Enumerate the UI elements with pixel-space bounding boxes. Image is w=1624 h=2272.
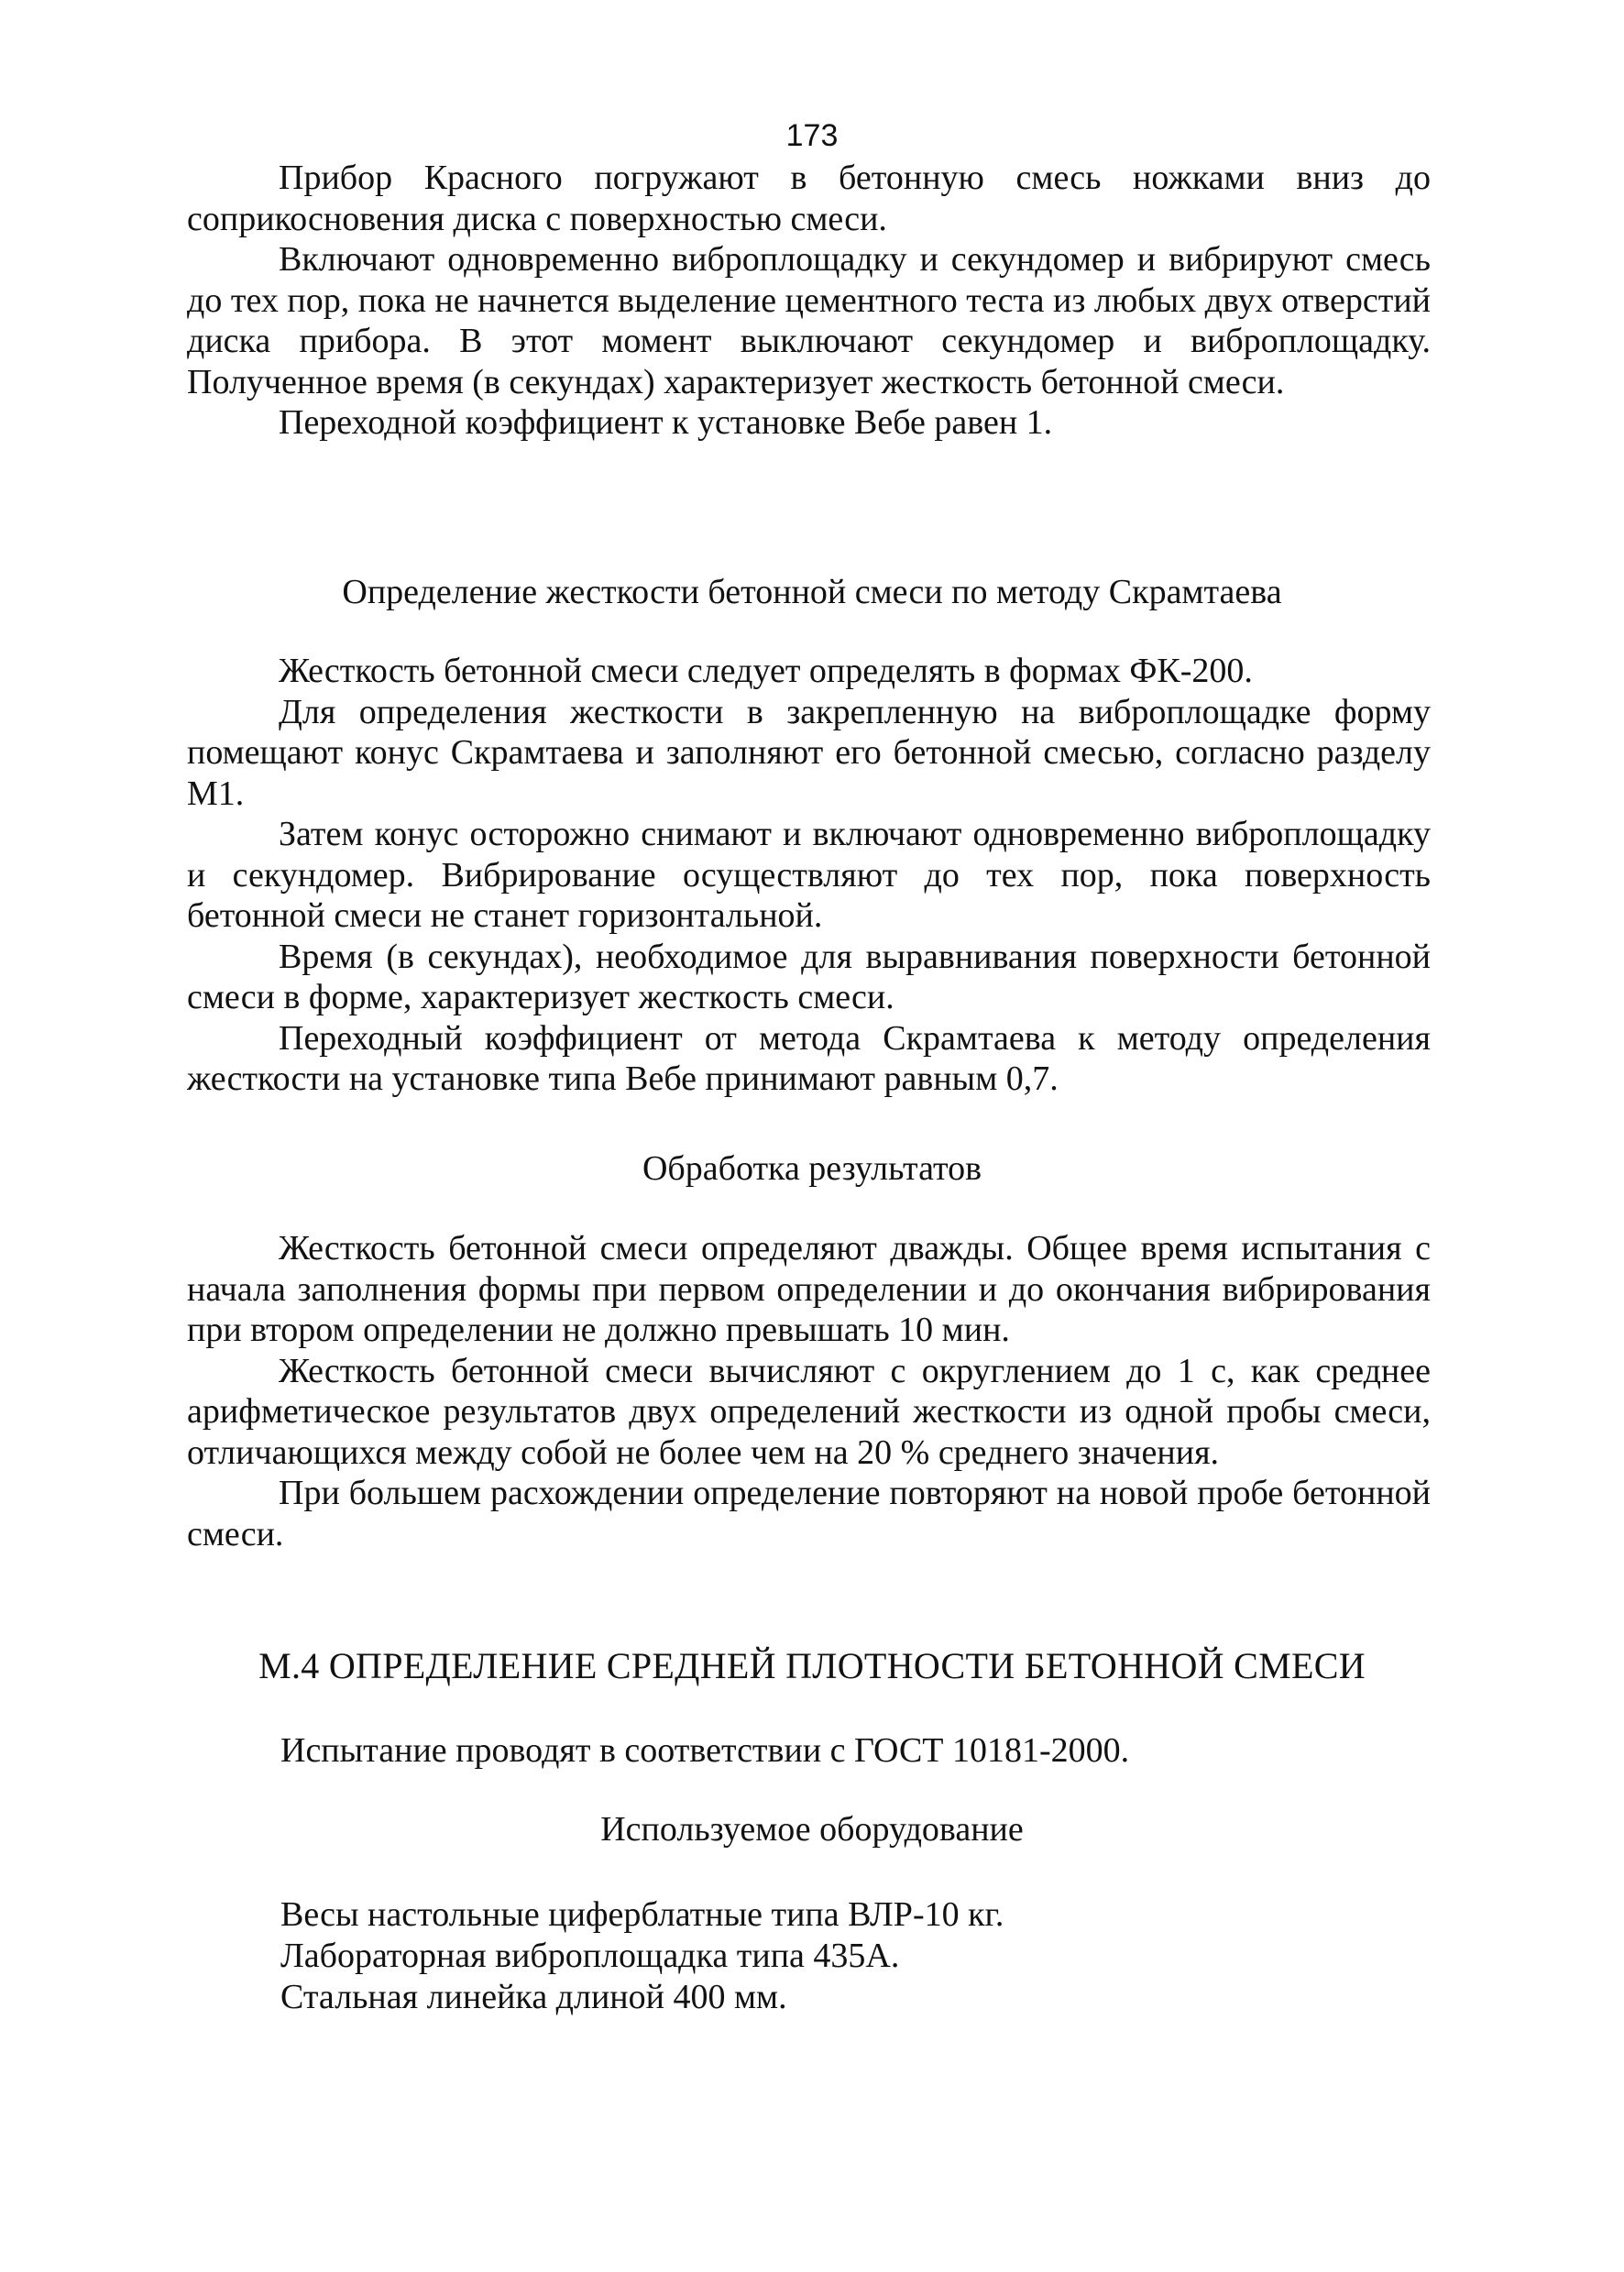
equipment-item: Стальная линейка длиной 400 мм. [280,1978,787,2016]
section-m4-heading: М.4 ОПРЕДЕЛЕНИЕ СРЕДНЕЙ ПЛОТНОСТИ БЕТОННОЙ СМЕСИ [258,1645,1366,1686]
paragraph: Прибор Красного погружают в бетонную смесь ножками вниз до соприкосновения диска с поверхностью смеси. [187,159,1431,238]
paragraph: Жесткость бетонной смеси определяют дважды. Общее время испытания с начала заполнения формы при первом определении и до окончания вибрирования при втором определении не должно превышать 10 мин. [187,1229,1431,1349]
skramtaev-heading: Определение жесткости бетонной смеси по методу Скрамтаева [342,573,1282,611]
paragraph: Переходной коэффициент к установке Вебе равен 1. [279,403,1053,442]
paragraph: Переходный коэффициент от метода Скрамтаева к методу определения жесткости на установке типа Вебе принимают равным 0,7. [187,1018,1431,1098]
paragraph: Жесткость бетонной смеси вычисляют с округлением до 1 с, как среднее арифметическое результатов двух определений жесткости из одной пробы смеси, отличающихся между собой не более чем на 20 % среднего значения. [187,1351,1431,1472]
paragraph: Включают одновременно виброплощадку и секундомер и вибрируют смесь до тех пор, пока не начнется выделение цементного теста из любых двух отверстий диска прибора. В этот момент выключают секундомер и виброплощадку. Полученное время (в секундах) характеризует жесткость бетонной смеси. [187,240,1431,401]
paragraph: Затем конус осторожно снимают и включают одновременно виброплощадку и секундомер. Вибрирование осуществляют до тех пор, пока поверхность бетонной смеси не станет горизонтальной. [187,815,1431,935]
paragraph: Жесткость бетонной смеси следует определять в формах ФК-200. [279,652,1253,690]
paragraph: При большем расхождении определение повторяют на новой пробе бетонной смеси. [187,1474,1431,1553]
equipment-heading: Используемое оборудование [600,1810,1024,1849]
equipment-item: Лабораторная виброплощадка типа 435А. [280,1937,900,1975]
results-heading: Обработка результатов [642,1149,982,1188]
page-number: 173 [785,118,839,153]
equipment-item: Весы настольные циферблатные типа ВЛР-10 кг. [280,1895,1004,1934]
intro-block [187,158,1431,444]
standard-reference: Испытание проводят в соответствии с ГОСТ 10181-2000. [280,1731,1130,1770]
paragraph: Для определения жесткости в закрепленную на виброплощадке форму помещают конус Скрамтаева и заполняют его бетонной смесью, согласно разделу М1. [187,692,1431,813]
results-block [187,1228,1431,1554]
paragraph: Время (в секундах), необходимое для выравнивания поверхности бетонной смеси в форме, характеризует жесткость смеси. [187,937,1431,1016]
skramtaev-block [187,651,1431,1100]
